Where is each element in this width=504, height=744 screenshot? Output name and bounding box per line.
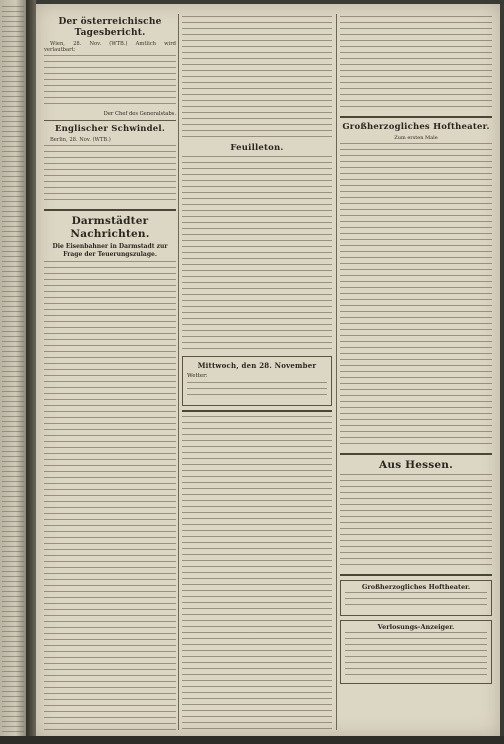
column-2 — [182, 14, 332, 730]
lottery-announcement-box — [340, 620, 492, 684]
english-swindle-body — [44, 145, 176, 205]
austrian-report-body — [44, 55, 176, 109]
heading-aus-hessen: Aus Hessen. — [379, 459, 453, 471]
newspaper-page — [36, 4, 500, 736]
court-theatre-review — [340, 143, 492, 449]
lottery-announcement-body — [345, 632, 487, 678]
theatre-announcement-body — [345, 592, 487, 610]
heading-feuilleton: Feuilleton. — [230, 143, 284, 153]
weather-date-header: Mittwoch, den 28. November — [197, 361, 317, 370]
heading-darmstadt-news: Darmstädter Nachrichten. — [70, 215, 150, 240]
weather-table — [187, 382, 327, 400]
column-2-top-text — [182, 16, 332, 140]
court-theatre-subheading: Zum ersten Male — [394, 135, 438, 141]
column-3 — [340, 14, 492, 730]
scan-bottom-edge — [0, 736, 504, 744]
book-gutter — [26, 0, 36, 744]
column-2-bottom-text — [182, 416, 332, 730]
darmstadt-news-body — [44, 261, 176, 730]
austrian-report-signature: Der Chef des Generalstabs. — [103, 111, 176, 117]
weather-label: Wetter: — [187, 373, 208, 379]
heading-court-theatre: Großherzogliches Hoftheater. — [342, 122, 490, 132]
column-3-top-text — [340, 16, 492, 112]
english-swindle-intro: Berlin, 28. Nov. (WTB.) — [50, 137, 111, 143]
lottery-announcement-title: Verlosungs-Anzeiger. — [377, 623, 455, 631]
theatre-announcement-title: Großherzogliches Hoftheater. — [361, 583, 471, 591]
heading-austrian-report: Der österreichische Tagesbericht. — [58, 17, 162, 38]
darmstadt-news-subheading: Die Eisenbahner in Darmstadt zur Frage der Teuerungszulage. — [52, 243, 168, 258]
aus-hessen-body — [340, 474, 492, 570]
adjacent-page-edge — [0, 0, 26, 744]
feuilleton-body — [182, 156, 332, 352]
theatre-announcement-box — [340, 580, 492, 616]
austrian-report-intro: Wien, 28. Nov. (WTB.) Amtlich wird verlautbart: — [44, 41, 176, 53]
weather-box — [182, 356, 332, 406]
column-1 — [44, 14, 176, 730]
heading-english-swindle: Englischer Schwindel. — [54, 124, 165, 134]
